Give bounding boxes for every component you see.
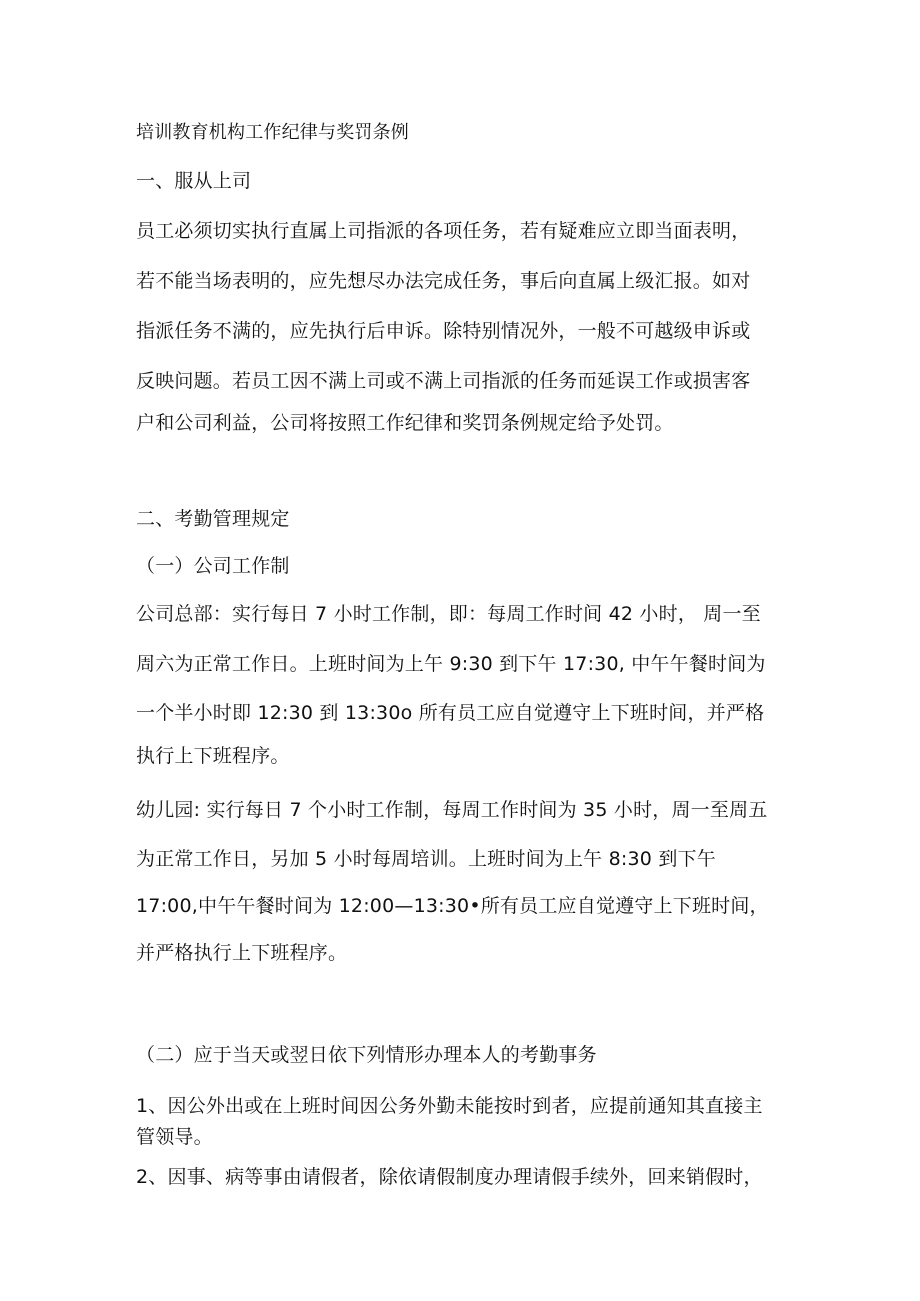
paragraph-line: 为正常工作日，另加 5 小时每周培训。上班时间为上午 8:30 到下午 [136,848,716,870]
paragraph-line: 反映问题。若员工因不满上司或不满上司指派的任务而延误工作或损害客 [136,370,751,392]
section-1-heading: 一、服从上司 [136,170,252,192]
paragraph-line: 执行上下班程序。 [136,745,290,767]
paragraph-line: 若不能当场表明的，应先想尽办法完成任务，事后向直属上级汇报。如对 [136,270,751,292]
list-item-line: 管领导。 [136,1126,213,1148]
paragraph-line: 幼儿园: 实行每日 7 个小时工作制，每周工作时间为 35 小时，周一至周五 [136,799,768,821]
paragraph-line: 户和公司利益，公司将按照工作纪律和奖罚条例规定给予处罚。 [136,412,674,434]
paragraph-line: 17:00,中午午餐时间为 12:00—13:30•所有员工应自觉遵守上下班时间， [136,895,769,917]
paragraph-line: 员工必须切实执行直属上司指派的各项任务，若有疑难应立即当面表明， [136,220,751,242]
subsection-1-heading: （一）公司工作制 [136,555,290,577]
subsection-2-heading: （二）应于当天或翌日依下列情形办理本人的考勤事务 [136,1044,597,1066]
paragraph-line: 并严格执行上下班程序。 [136,942,348,964]
paragraph-line: 公司总部：实行每日 7 小时工作制，即：每周工作时间 42 小时， 周一至 [136,603,761,625]
paragraph-line: 周六为正常工作日。上班时间为上午 9:30 到下午 17:30, 中午午餐时间为 [136,653,766,675]
list-item-line: 1、因公外出或在上班时间因公务外勤未能按时到者，应提前通知其直接主 [136,1095,763,1117]
paragraph-line: 指派任务不满的，应先执行后申诉。除特别情况外，一般不可越级申诉或 [136,320,751,342]
list-item-line: 2、因事、病等事由请假者，除依请假制度办理请假手续外，回来销假时， [136,1166,763,1188]
document-title: 培训教育机构工作纪律与奖罚条例 [136,122,409,143]
section-2-heading: 二、考勤管理规定 [136,508,290,530]
paragraph-line: 一个半小时即 12:30 到 13:30o 所有员工应自觉遵守上下班时间，并严格 [136,702,765,724]
